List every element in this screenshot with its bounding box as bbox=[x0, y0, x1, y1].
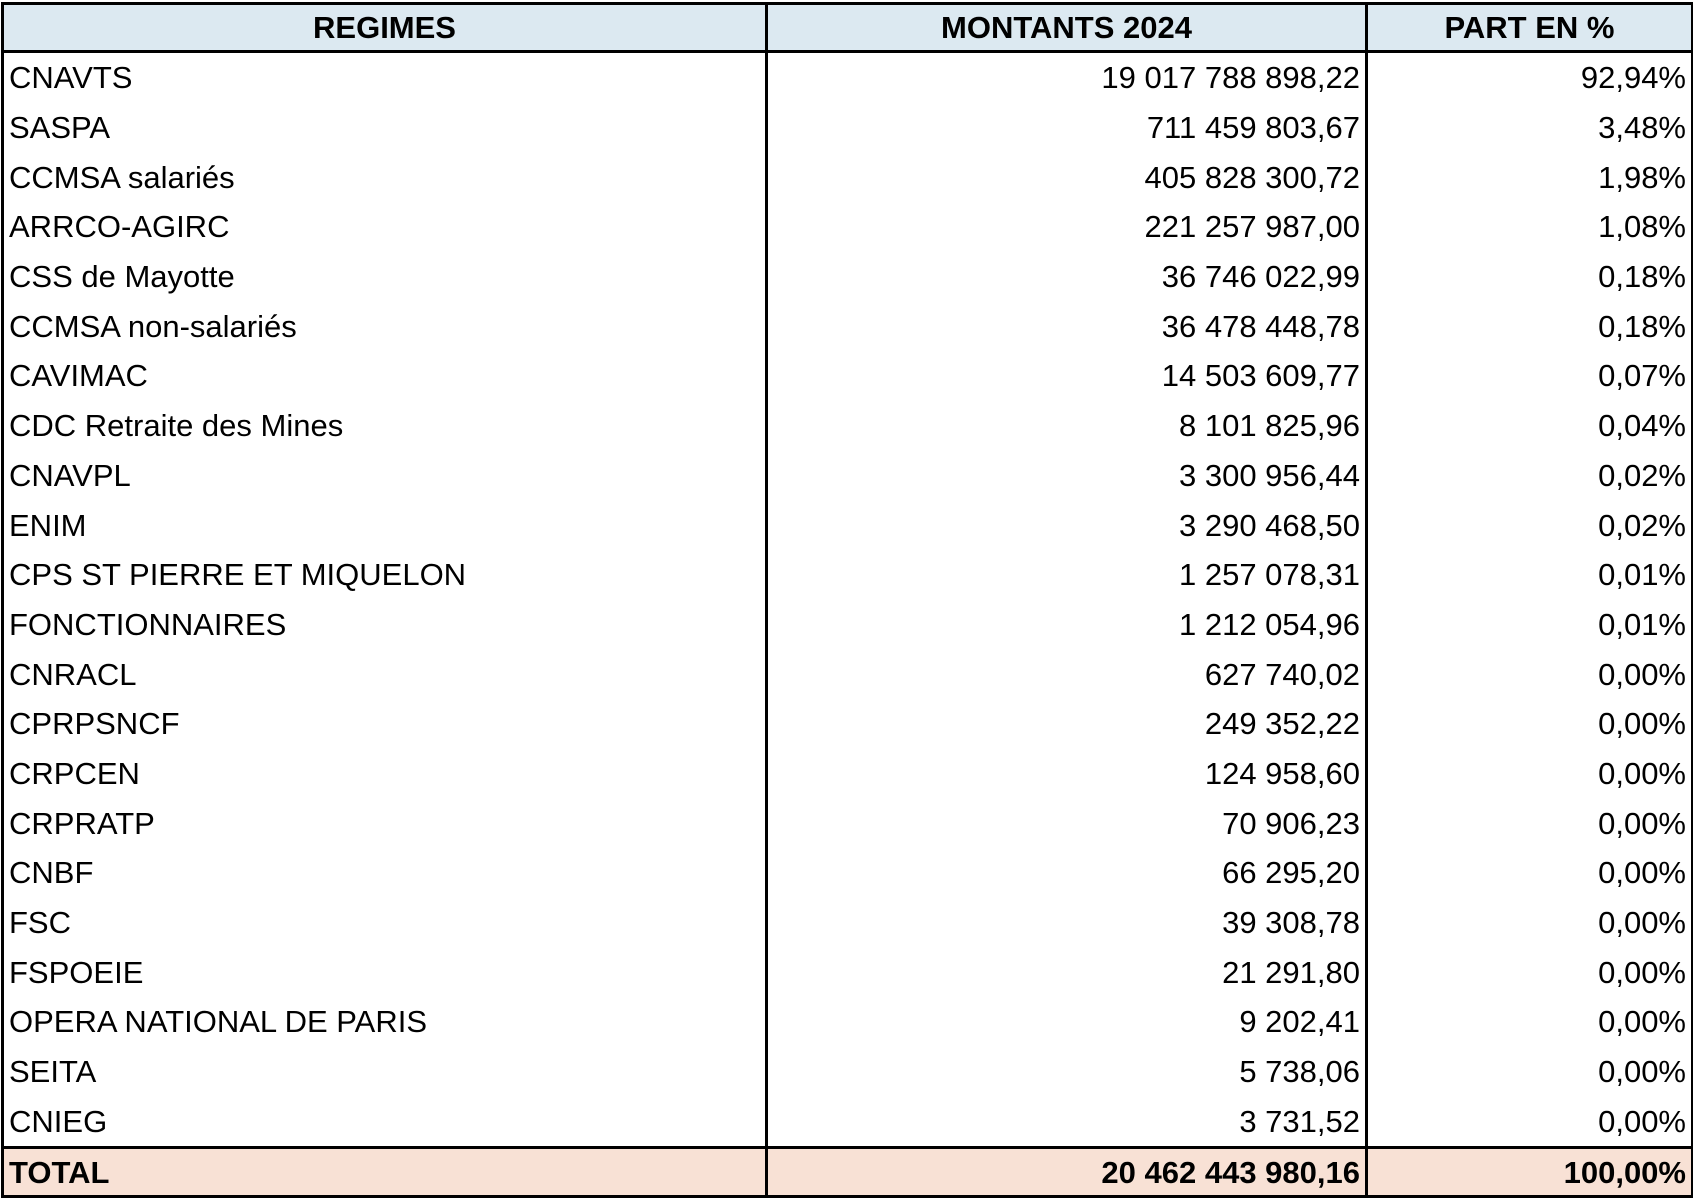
cell-montant: 5 738,06 bbox=[767, 1047, 1367, 1097]
cell-montant: 66 295,20 bbox=[767, 848, 1367, 898]
table-row bbox=[3, 500, 1693, 550]
cell-part: 0,01% bbox=[1367, 550, 1693, 600]
total-montant: 20 462 443 980,16 bbox=[767, 1148, 1367, 1197]
cell-part: 1,98% bbox=[1367, 152, 1693, 202]
cell-regime: CNAVPL bbox=[3, 451, 767, 501]
table-row bbox=[3, 301, 1693, 351]
cell-regime: FONCTIONNAIRES bbox=[3, 600, 767, 650]
table-row bbox=[3, 848, 1693, 898]
cell-part: 0,02% bbox=[1367, 451, 1693, 501]
total-part: 100,00% bbox=[1367, 1148, 1693, 1197]
table-row bbox=[3, 699, 1693, 749]
cell-part: 0,00% bbox=[1367, 947, 1693, 997]
cell-regime: FSPOEIE bbox=[3, 947, 767, 997]
cell-part: 0,00% bbox=[1367, 997, 1693, 1047]
cell-regime: CNAVTS bbox=[3, 52, 767, 103]
cell-montant: 627 740,02 bbox=[767, 649, 1367, 699]
cell-montant: 70 906,23 bbox=[767, 798, 1367, 848]
cell-montant: 19 017 788 898,22 bbox=[767, 52, 1367, 103]
table-row bbox=[3, 252, 1693, 302]
table-row bbox=[3, 202, 1693, 252]
cell-part: 0,00% bbox=[1367, 649, 1693, 699]
table-row bbox=[3, 1096, 1693, 1147]
cell-montant: 3 290 468,50 bbox=[767, 500, 1367, 550]
table-row bbox=[3, 401, 1693, 451]
cell-part: 0,04% bbox=[1367, 401, 1693, 451]
cell-montant: 405 828 300,72 bbox=[767, 152, 1367, 202]
cell-regime: ENIM bbox=[3, 500, 767, 550]
table-row bbox=[3, 649, 1693, 699]
table-row bbox=[3, 52, 1693, 103]
cell-montant: 21 291,80 bbox=[767, 947, 1367, 997]
cell-regime: CAVIMAC bbox=[3, 351, 767, 401]
cell-part: 0,07% bbox=[1367, 351, 1693, 401]
cell-part: 0,00% bbox=[1367, 1047, 1693, 1097]
cell-regime: CPS ST PIERRE ET MIQUELON bbox=[3, 550, 767, 600]
header-row bbox=[3, 4, 1693, 52]
regimes-table bbox=[1, 2, 1693, 1198]
cell-montant: 124 958,60 bbox=[767, 749, 1367, 799]
cell-part: 0,00% bbox=[1367, 798, 1693, 848]
header-regimes: REGIMES bbox=[3, 4, 767, 52]
table-row bbox=[3, 1047, 1693, 1097]
cell-part: 0,02% bbox=[1367, 500, 1693, 550]
cell-part: 0,18% bbox=[1367, 301, 1693, 351]
cell-montant: 36 746 022,99 bbox=[767, 252, 1367, 302]
cell-montant: 36 478 448,78 bbox=[767, 301, 1367, 351]
table-row bbox=[3, 351, 1693, 401]
cell-regime: CCMSA salariés bbox=[3, 152, 767, 202]
cell-regime: CNBF bbox=[3, 848, 767, 898]
cell-regime: CCMSA non-salariés bbox=[3, 301, 767, 351]
cell-montant: 14 503 609,77 bbox=[767, 351, 1367, 401]
total-label: TOTAL bbox=[3, 1148, 767, 1197]
cell-part: 92,94% bbox=[1367, 52, 1693, 103]
table-row bbox=[3, 898, 1693, 948]
cell-regime: CRPCEN bbox=[3, 749, 767, 799]
cell-montant: 3 300 956,44 bbox=[767, 451, 1367, 501]
cell-part: 0,00% bbox=[1367, 749, 1693, 799]
cell-montant: 1 212 054,96 bbox=[767, 600, 1367, 650]
cell-regime: FSC bbox=[3, 898, 767, 948]
table-footer bbox=[3, 1148, 1693, 1197]
table-row bbox=[3, 798, 1693, 848]
table-row bbox=[3, 550, 1693, 600]
cell-part: 0,00% bbox=[1367, 699, 1693, 749]
cell-montant: 249 352,22 bbox=[767, 699, 1367, 749]
cell-regime: CNRACL bbox=[3, 649, 767, 699]
cell-part: 0,01% bbox=[1367, 600, 1693, 650]
cell-part: 0,00% bbox=[1367, 848, 1693, 898]
cell-part: 0,18% bbox=[1367, 252, 1693, 302]
cell-montant: 9 202,41 bbox=[767, 997, 1367, 1047]
cell-regime: CSS de Mayotte bbox=[3, 252, 767, 302]
cell-regime: CDC Retraite des Mines bbox=[3, 401, 767, 451]
cell-montant: 221 257 987,00 bbox=[767, 202, 1367, 252]
table-header bbox=[3, 4, 1693, 52]
cell-part: 1,08% bbox=[1367, 202, 1693, 252]
cell-part: 0,00% bbox=[1367, 1096, 1693, 1147]
cell-regime: OPERA NATIONAL DE PARIS bbox=[3, 997, 767, 1047]
table-row bbox=[3, 152, 1693, 202]
cell-regime: CRPRATP bbox=[3, 798, 767, 848]
cell-montant: 711 459 803,67 bbox=[767, 103, 1367, 153]
cell-part: 3,48% bbox=[1367, 103, 1693, 153]
table-row bbox=[3, 947, 1693, 997]
header-part: PART EN % bbox=[1367, 4, 1693, 52]
cell-regime: ARRCO-AGIRC bbox=[3, 202, 767, 252]
table-row bbox=[3, 600, 1693, 650]
cell-part: 0,00% bbox=[1367, 898, 1693, 948]
cell-montant: 39 308,78 bbox=[767, 898, 1367, 948]
table-row bbox=[3, 997, 1693, 1047]
table-row bbox=[3, 451, 1693, 501]
header-montants: MONTANTS 2024 bbox=[767, 4, 1367, 52]
cell-regime: CPRPSNCF bbox=[3, 699, 767, 749]
cell-regime: SEITA bbox=[3, 1047, 767, 1097]
cell-regime: SASPA bbox=[3, 103, 767, 153]
cell-regime: CNIEG bbox=[3, 1096, 767, 1147]
cell-montant: 8 101 825,96 bbox=[767, 401, 1367, 451]
table-body bbox=[3, 52, 1693, 1148]
table-row bbox=[3, 103, 1693, 153]
table-row bbox=[3, 749, 1693, 799]
cell-montant: 3 731,52 bbox=[767, 1096, 1367, 1147]
cell-montant: 1 257 078,31 bbox=[767, 550, 1367, 600]
total-row bbox=[3, 1148, 1693, 1197]
